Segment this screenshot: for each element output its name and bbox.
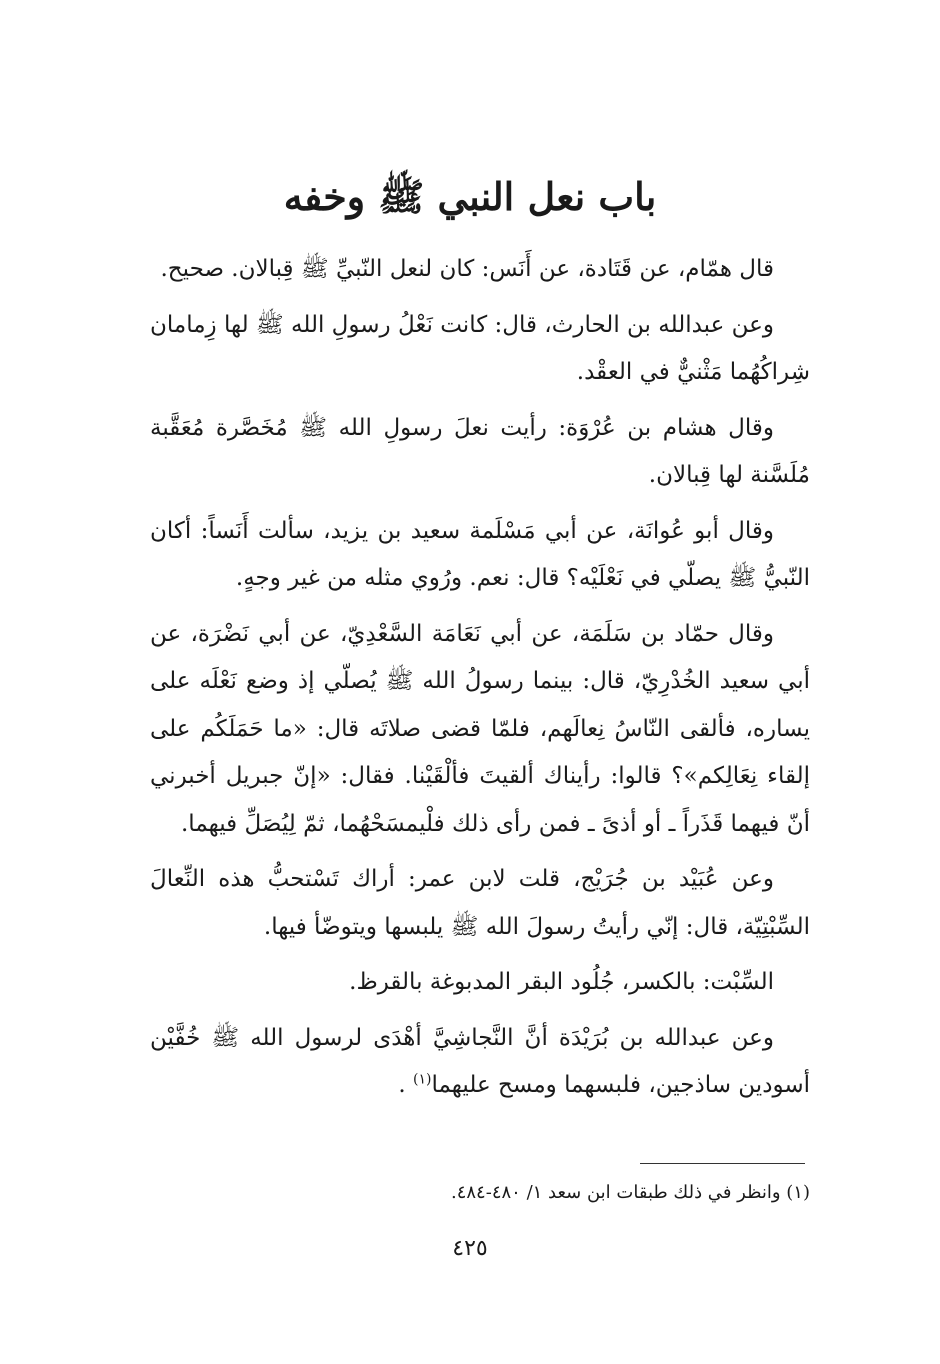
- paragraph-2: وعن عبدالله بن الحارث، قال: كانت نَعْلُ رسولِ الله ﷺ لها زِمامان شِراكُهُما مَثْنيٌّ في العقْد.: [150, 311, 810, 385]
- footnote: (١) وانظر في ذلك طبقات ابن سعد ١/ ٤٨٠-٤٨٤.: [450, 1182, 810, 1203]
- paragraph-8: [150, 1015, 810, 1110]
- paragraph-6: وعن عُبَيْد بن جُرَيْج، قلت لابن عمر: أراك تَسْتحبُّ هذه النِّعالَ السِّبْتِيّة، قال: إنّي رأيتُ رسولَ الله ﷺ يلبسها ويتوضّأ فيها.: [150, 866, 810, 940]
- footnote-reference: (١): [413, 1071, 432, 1088]
- footnote-divider: [640, 1163, 805, 1164]
- paragraph-8-text: وعن عبدالله بن بُرَيْدَة أنَّ النَّجاشِيَّ أهْدَى لرسول الله ﷺ خُفَّيْن أسودين ساذجين، فلبسهما ومسح عليهما: [150, 1024, 810, 1098]
- paragraph-8-end: .: [398, 1072, 414, 1098]
- paragraph-3: وقال هشام بن عُرْوَة: رأيت نعلَ رسولِ الله ﷺ مُخَصَّرة مُعَقَّبة مُلَسَّنة لها قِبالان.: [150, 414, 810, 488]
- paragraph-4: وقال أبو عُوانَة، عن أبي مَسْلَمة سعيد بن يزيد، سألت أَنَساً: أكان النّبيُّ ﷺ يصلّي في نَعْلَيْه؟ قال: نعم. ورُوي مثله من غير وجهٍ.: [150, 517, 810, 591]
- paragraph-7: السِّبْت: بالكسر، جُلُود البقر المدبوغة بالقرظ.: [349, 969, 774, 995]
- paragraph-1: قال همّام، عن قَتَادة، عن أَنَس: كان لنعل النّبيِّ ﷺ قِبالان. صحيح.: [160, 256, 774, 282]
- page-number: ٤٢٥: [452, 1236, 488, 1261]
- paragraph-5: وقال حمّاد بن سَلَمَة، عن أبي نَعَامَة السَّعْدِيّ، عن أبي نَضْرَة، عن أبي سعيد الخُدْرِيّ، قال: بينما رسولُ الله ﷺ يُصلّي إذ وضع نَعْلَه على يساره، فألقى النّاسُ نِعالَهم، فلمّا قضى صلاتَه قال: «ما حَمَلَكُم على إلقاء نِعَالِكم»؟ قالوا: رأيناك ألقيتَ فألْقَيْنا. فقال: «إنّ جبريل أخبرني أنّ فيهما قَذَراً ـ أو أذىً ـ فمن رأى ذلك فلْيمسَحْهُما، ثمّ لِيُصَلِّ فيهما.: [150, 620, 810, 837]
- body-text: [150, 246, 810, 1118]
- chapter-title: باب نعل النبي ﷺ وخفه: [283, 174, 657, 219]
